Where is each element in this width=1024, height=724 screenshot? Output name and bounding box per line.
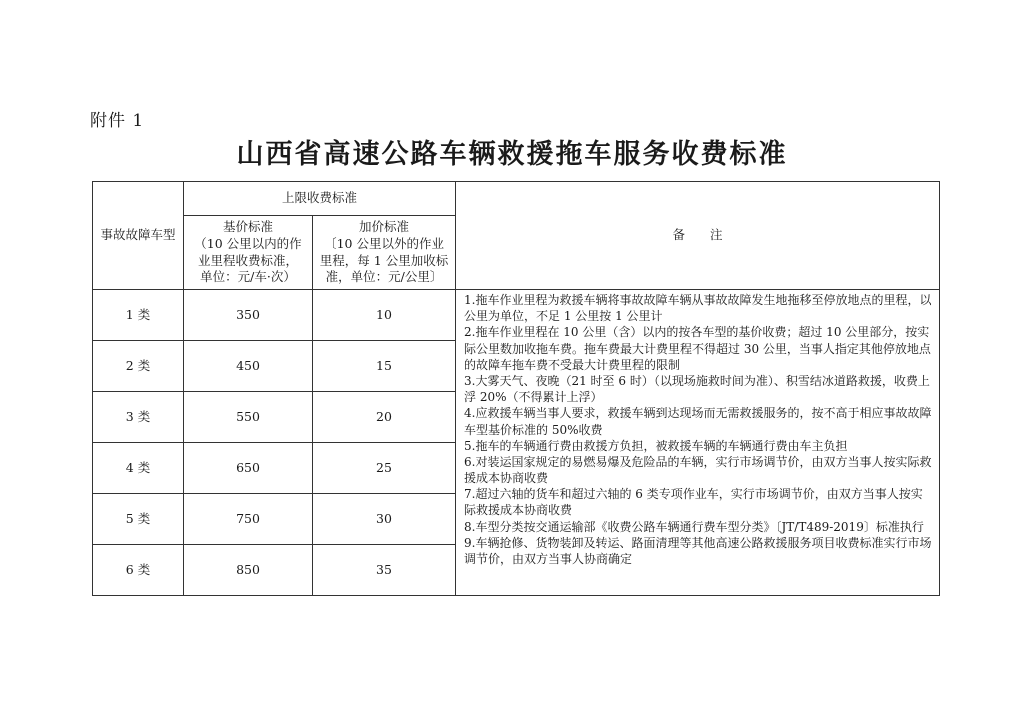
document-title: 山西省高速公路车辆救援拖车服务收费标准 bbox=[236, 139, 788, 170]
extra-price-cell: 10 bbox=[313, 290, 456, 341]
note-item: 8.车型分类按交通运输部《收费公路车辆通行费车型分类》〔JT/T489-2019〕标准执行 bbox=[464, 519, 924, 534]
fee-standard-table bbox=[92, 181, 940, 596]
extra-price-cell: 30 bbox=[313, 494, 456, 545]
header-notes: 备 注 bbox=[456, 182, 940, 290]
attachment-label: 附件 1 bbox=[90, 111, 145, 131]
header-upper-limit: 上限收费标准 bbox=[184, 182, 456, 216]
note-item: 2.拖车作业里程在 10 公里（含）以内的按各车型的基价收费；超过 10 公里部分，按实际公里数加收拖车费。拖车费最大计费里程不得超过 30 公里，当事人指定其他停放地点的故障车拖车费不受最大计费里程的限制 bbox=[464, 325, 931, 372]
vehicle-type-cell: 3 类 bbox=[93, 392, 184, 443]
base-price-cell: 750 bbox=[184, 494, 313, 545]
vehicle-type-cell: 2 类 bbox=[93, 341, 184, 392]
vehicle-type-cell: 1 类 bbox=[93, 290, 184, 341]
base-price-cell: 650 bbox=[184, 443, 313, 494]
header-base-price: 基价标准 （10 公里以内的作 业里程收费标准， 单位：元/车·次） bbox=[184, 216, 313, 290]
base-price-cell: 850 bbox=[184, 545, 313, 596]
extra-price-cell: 25 bbox=[313, 443, 456, 494]
note-item: 3.大雾天气、夜晚（21 时至 6 时）（以现场施救时间为准）、积雪结冰道路救援，收费上浮 20%（不得累计上浮） bbox=[464, 373, 930, 405]
note-item: 1.拖车作业里程为救援车辆将事故故障车辆从事故故障发生地拖移至停放地点的里程，以公里为单位，不足 1 公里按 1 公里计 bbox=[464, 293, 932, 324]
extra-price-cell: 15 bbox=[313, 341, 456, 392]
header-extra-price: 加价标准 〔10 公里以外的作业 里程，每 1 公里加收标 准，单位：元/公里〕 bbox=[313, 216, 456, 290]
vehicle-type-cell: 4 类 bbox=[93, 443, 184, 494]
note-item: 6.对装运国家规定的易燃易爆及危险品的车辆，实行市场调节价，由双方当事人按实际救援成本协商收费 bbox=[464, 454, 932, 486]
extra-price-cell: 20 bbox=[313, 392, 456, 443]
note-item: 5.拖车的车辆通行费由救援方负担，被救援车辆的车辆通行费由车主负担 bbox=[464, 438, 848, 453]
note-item: 4.应救援车辆当事人要求，救援车辆到达现场而无需救援服务的，按不高于相应事故故障车型基价标准的 50%收费 bbox=[464, 406, 932, 437]
notes-cell bbox=[456, 290, 940, 596]
header-vehicle-type: 事故故障车型 bbox=[93, 182, 184, 290]
base-price-cell: 350 bbox=[184, 290, 313, 341]
base-price-cell: 550 bbox=[184, 392, 313, 443]
table-row bbox=[93, 290, 940, 341]
base-price-cell: 450 bbox=[184, 341, 313, 392]
note-item: 9.车辆抢修、货物装卸及转运、路面清理等其他高速公路救援服务项目收费标准实行市场调节价，由双方当事人协商确定 bbox=[464, 535, 932, 566]
note-item: 7.超过六轴的货车和超过六轴的 6 类专项作业车，实行市场调节价，由双方当事人按实际救援成本协商收费 bbox=[464, 487, 923, 518]
extra-price-cell: 35 bbox=[313, 545, 456, 596]
vehicle-type-cell: 5 类 bbox=[93, 494, 184, 545]
vehicle-type-cell: 6 类 bbox=[93, 545, 184, 596]
